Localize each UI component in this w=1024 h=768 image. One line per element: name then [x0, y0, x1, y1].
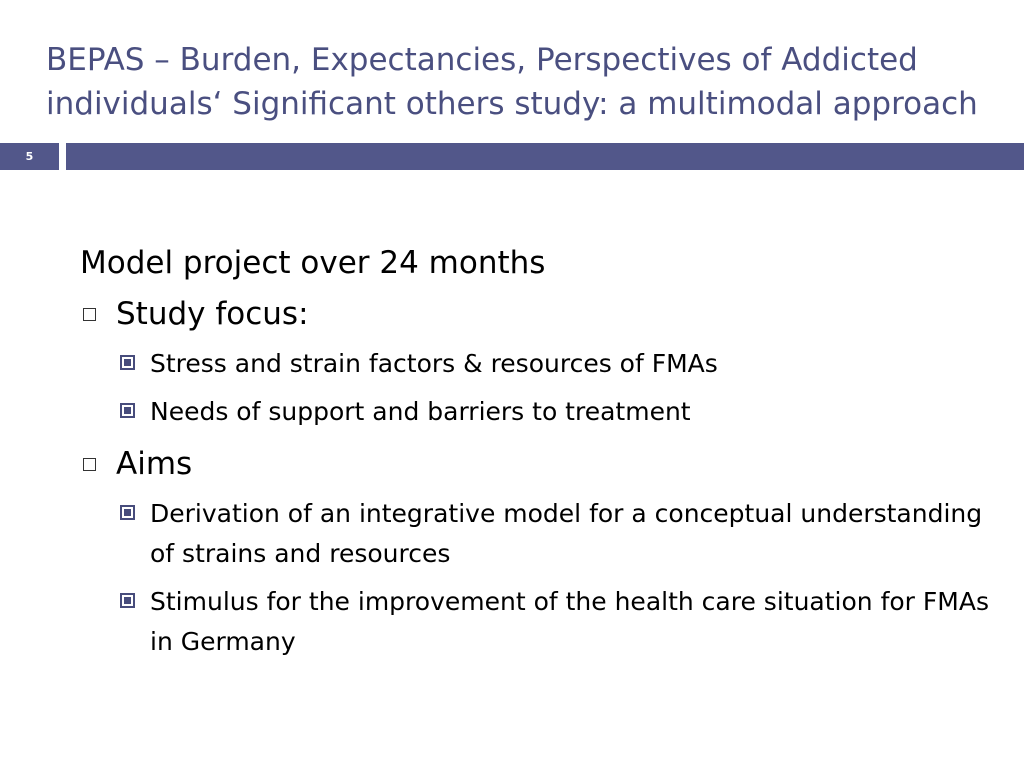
section-heading-aims: [80, 444, 1000, 484]
slide-body: [80, 242, 1000, 670]
slide-title-line-2: individuals‘ Significant others study: a multimodal approach: [46, 86, 978, 122]
accent-band: [66, 143, 1024, 170]
filled-square-bullet-icon: [120, 505, 135, 520]
section-heading-study-focus: [80, 294, 1000, 334]
filled-square-bullet-icon: [120, 593, 135, 608]
lead-text: Model project over 24 months: [80, 245, 546, 281]
slide-number: 5: [0, 143, 59, 170]
header-bar: [0, 143, 1024, 170]
section-heading-label: Aims: [116, 446, 193, 482]
hollow-square-bullet-icon: [83, 458, 96, 471]
filled-square-bullet-icon: [120, 403, 135, 418]
list-item: [80, 392, 1000, 432]
list-item-text: Derivation of an integrative model for a conceptual understanding of strains and resources: [150, 499, 983, 568]
section-heading-label: Study focus:: [116, 296, 309, 332]
hollow-square-bullet-icon: [83, 308, 96, 321]
list-item-text: Stress and strain factors & resources of FMAs: [150, 349, 718, 378]
list-item-text: Stimulus for the improvement of the health care situation for FMAs in Germany: [150, 587, 989, 656]
slide-title: [46, 38, 1006, 126]
list-item: [80, 582, 1000, 662]
list-item: [80, 494, 1000, 574]
filled-square-bullet-icon: [120, 355, 135, 370]
list-item-text: Needs of support and barriers to treatment: [150, 397, 691, 426]
list-item: [80, 344, 1000, 384]
slide-title-line-1: BEPAS – Burden, Expectancies, Perspectives of Addicted: [46, 42, 918, 78]
